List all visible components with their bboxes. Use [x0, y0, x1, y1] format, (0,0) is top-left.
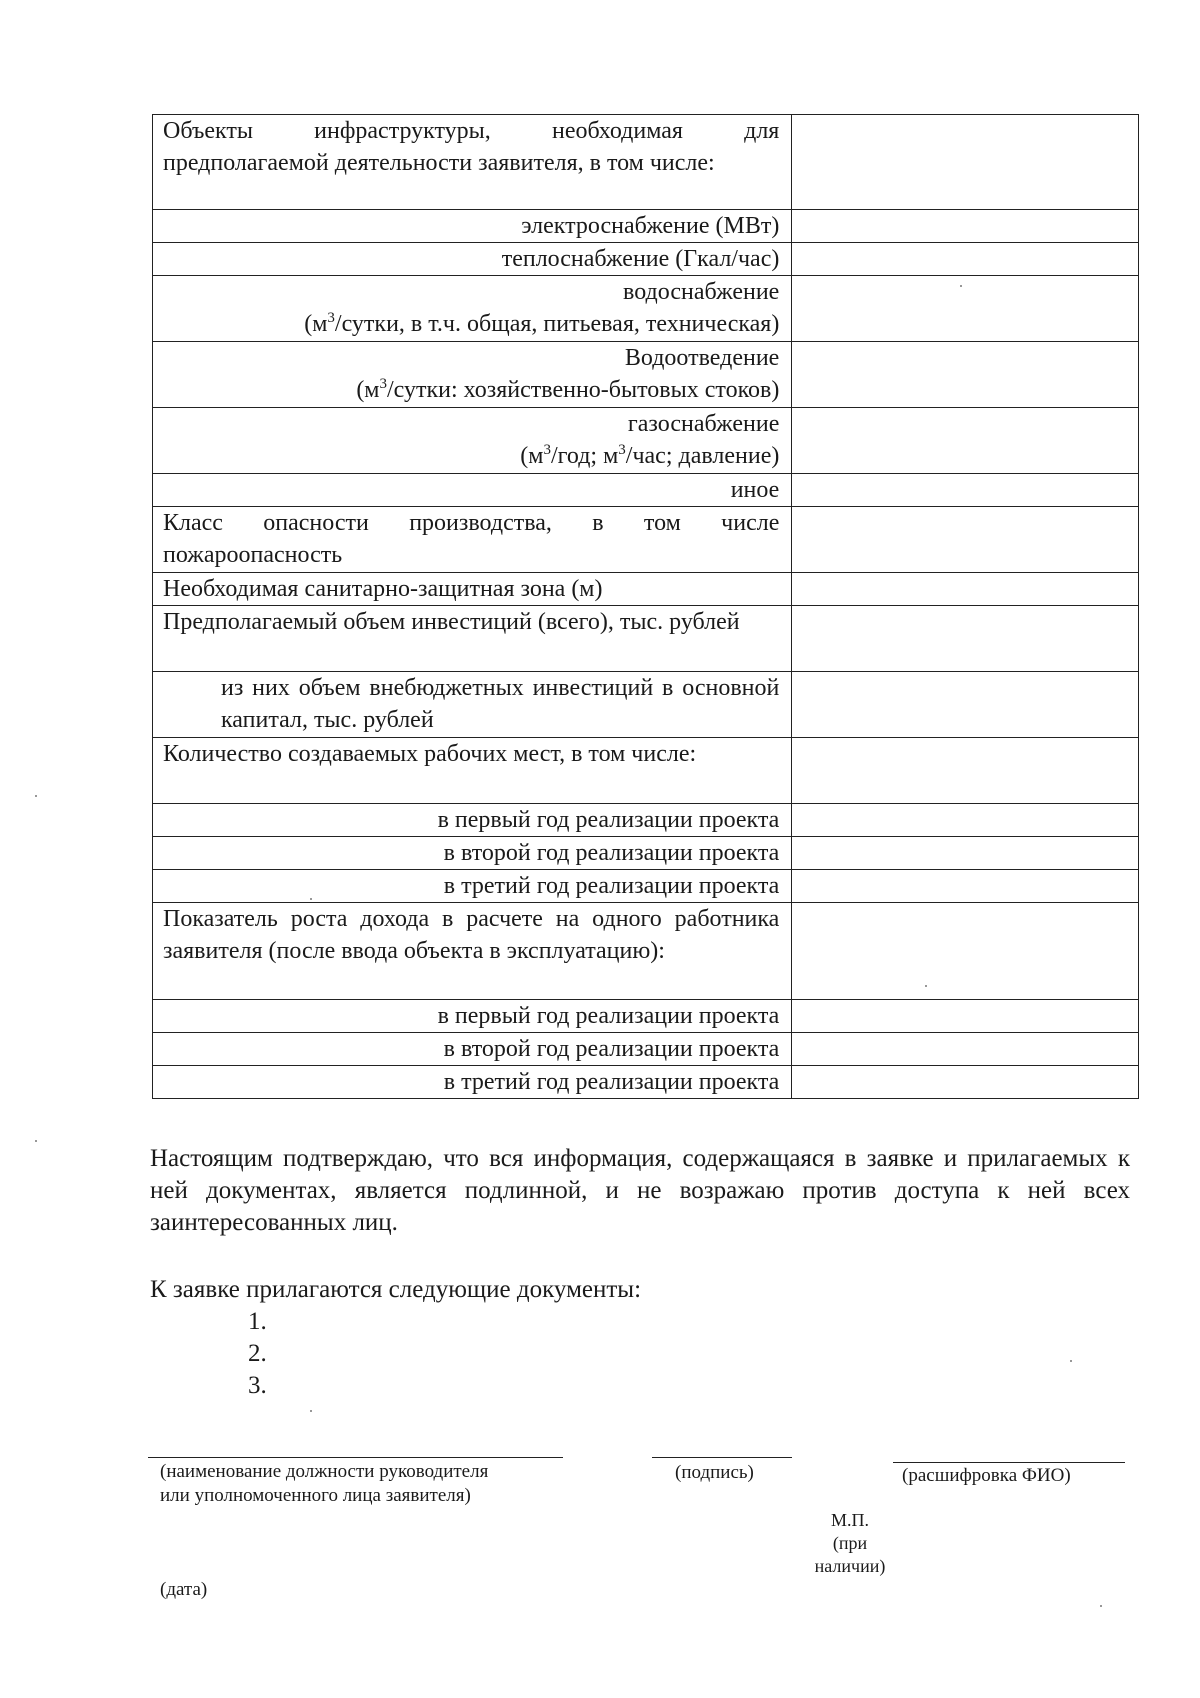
row-label: иное — [153, 474, 792, 507]
attachment-item: 3. — [248, 1372, 267, 1399]
row-value-field[interactable] — [792, 507, 1139, 573]
row-value-field[interactable] — [792, 672, 1139, 738]
row-value-field[interactable] — [792, 474, 1139, 507]
scan-speck — [310, 898, 312, 900]
scan-speck — [925, 985, 927, 987]
date-caption: (дата) — [160, 1579, 208, 1600]
position-caption-line: или уполномоченного лица заявителя) — [160, 1485, 471, 1506]
row-label-line: Водоотведение — [624, 345, 780, 371]
table-row — [153, 672, 1139, 738]
row-label: в второй год реализации проекта — [153, 837, 792, 870]
row-label-line: газоснабжение — [627, 411, 780, 437]
row-value-field[interactable] — [792, 1000, 1139, 1033]
row-label: Количество создаваемых рабочих мест, в том числе: — [153, 738, 792, 804]
signature-caption: (подпись) — [675, 1462, 754, 1483]
stamp-line: наличии) — [814, 1556, 886, 1576]
signature-line[interactable] — [652, 1457, 792, 1458]
row-label — [153, 342, 792, 408]
row-value-field[interactable] — [792, 837, 1139, 870]
row-value-field[interactable] — [792, 408, 1139, 474]
row-label: в третий год реализации проекта — [153, 1066, 792, 1099]
row-label-line: водоснабжение — [623, 279, 780, 305]
position-caption — [160, 1460, 488, 1508]
row-label: Показатель роста дохода в расчете на одного работника заявителя (после ввода объекта в эксплуатацию): — [153, 903, 792, 1000]
row-value-field[interactable] — [792, 276, 1139, 342]
table-row — [153, 573, 1139, 606]
table-row — [153, 804, 1139, 837]
row-value-field[interactable] — [792, 903, 1139, 1000]
table-row — [153, 738, 1139, 804]
row-label: в второй год реализации проекта — [153, 1033, 792, 1066]
scan-speck — [1070, 1360, 1072, 1362]
row-value-field[interactable] — [792, 606, 1139, 672]
scan-speck — [35, 795, 37, 797]
table-row — [153, 1000, 1139, 1033]
row-label-line: ($м^3$/год; $м^3$/час; давление) — [520, 442, 780, 469]
table-row — [153, 210, 1139, 243]
application-form-table — [152, 114, 1139, 1099]
table-row — [153, 1033, 1139, 1066]
table-row — [153, 507, 1139, 573]
row-label — [153, 276, 792, 342]
attachment-item: 2. — [248, 1340, 267, 1367]
attachment-item: 1. — [248, 1308, 267, 1335]
row-label: Объекты инфраструктуры, необходимая для предполагаемой деятельности заявителя, в том числе: — [153, 115, 792, 210]
row-value-field[interactable] — [792, 243, 1139, 276]
table-row — [153, 276, 1139, 342]
row-value-field[interactable] — [792, 1066, 1139, 1099]
table-row — [153, 342, 1139, 408]
row-label: в первый год реализации проекта — [153, 1000, 792, 1033]
row-label: электроснабжение (МВт) — [153, 210, 792, 243]
table-row — [153, 837, 1139, 870]
name-caption: (расшифровка ФИО) — [902, 1465, 1071, 1486]
table-row — [153, 870, 1139, 903]
row-value-field[interactable] — [792, 738, 1139, 804]
position-signature-line[interactable] — [148, 1457, 563, 1458]
row-value-field[interactable] — [792, 573, 1139, 606]
table-row — [153, 903, 1139, 1000]
row-value-field[interactable] — [792, 1033, 1139, 1066]
row-label: Предполагаемый объем инвестиций (всего), тыс. рублей — [153, 606, 792, 672]
row-value-field[interactable] — [792, 115, 1139, 210]
table-row — [153, 474, 1139, 507]
row-label: в третий год реализации проекта — [153, 870, 792, 903]
row-label: теплоснабжение (Гкал/час) — [153, 243, 792, 276]
name-signature-line[interactable] — [893, 1462, 1125, 1463]
scan-speck — [1100, 1605, 1102, 1607]
scan-speck — [35, 1140, 37, 1142]
row-label-line: ($м^3$/сутки, в т.ч. общая, питьевая, техническая) — [304, 310, 780, 337]
attachments-heading: К заявке прилагаются следующие документы: — [150, 1276, 642, 1303]
table-row — [153, 243, 1139, 276]
position-caption-line: (наименование должности руководителя — [160, 1461, 489, 1482]
attachments-list — [248, 1306, 267, 1402]
stamp-placeholder — [790, 1509, 910, 1578]
row-value-field[interactable] — [792, 210, 1139, 243]
confirmation-paragraph: Настоящим подтверждаю, что вся информация, содержащаяся в заявке и прилагаемых к ней документах, является подлинной, и не возражаю против доступа к ней всех заинтересованных лиц. — [150, 1145, 1130, 1236]
scan-speck — [960, 285, 962, 287]
table-row — [153, 1066, 1139, 1099]
row-label: из них объем внебюджетных инвестиций в основной капитал, тыс. рублей — [153, 672, 792, 738]
row-label: Класс опасности производства, в том числе пожароопасность — [153, 507, 792, 573]
row-label — [153, 408, 792, 474]
scan-speck — [310, 1410, 312, 1412]
row-label: Необходимая санитарно-защитная зона (м) — [153, 573, 792, 606]
table-row — [153, 115, 1139, 210]
row-label-line: ($м^3$/сутки: хозяйственно-бытовых стоков) — [356, 376, 780, 403]
row-label: в первый год реализации проекта — [153, 804, 792, 837]
table-row — [153, 606, 1139, 672]
stamp-line: М.П. — [830, 1510, 869, 1530]
table-row — [153, 408, 1139, 474]
row-value-field[interactable] — [792, 342, 1139, 408]
row-value-field[interactable] — [792, 804, 1139, 837]
stamp-line: (при — [832, 1533, 868, 1553]
row-value-field[interactable] — [792, 870, 1139, 903]
